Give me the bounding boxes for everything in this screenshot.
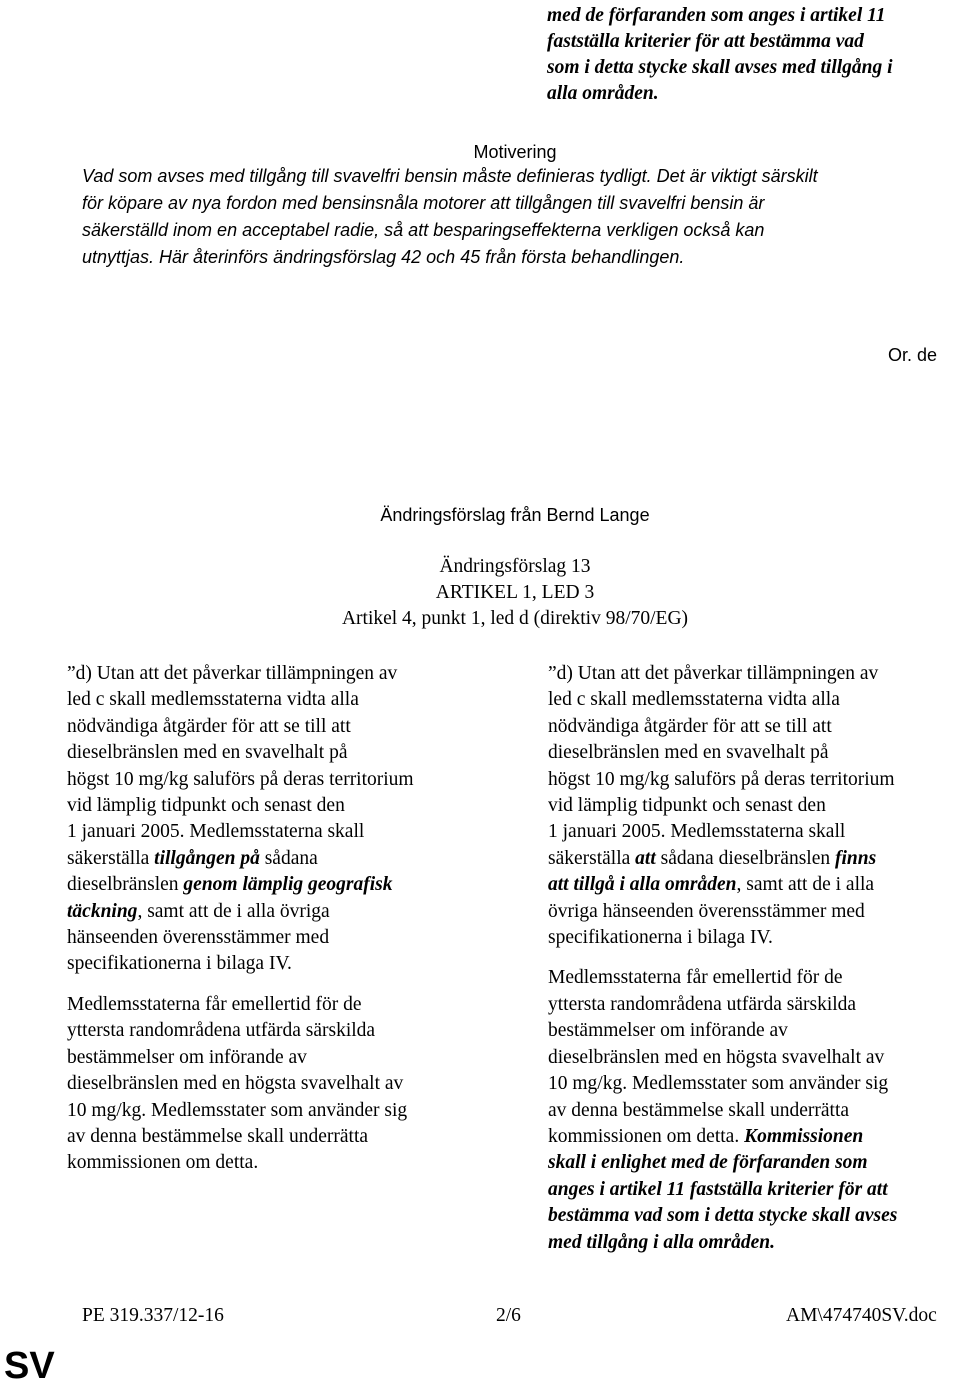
added-text: att bbox=[635, 847, 656, 869]
council-text-column bbox=[67, 661, 487, 1177]
amendment-author: Ändringsförslag från Bernd Lange bbox=[380, 505, 650, 525]
original-language-ref: Or. de bbox=[888, 345, 938, 365]
justification-heading: Motivering bbox=[473, 142, 557, 162]
text-segment: ”d) Utan att det påverkar tillämpningen av led c skall medlemsstaterna vidta alla nödvändiga åtgärder för att se till att dieselbränslen med en svavelhalt på högst 10 mg/kg saluförs på deras territorium vid lämplig tidpunkt och senast den 1 januari 2005. Medlemsstaterna skall säkerställa bbox=[67, 663, 414, 869]
text-segment: sådana dieselbränslen bbox=[67, 847, 318, 896]
amendment-paragraph-2 bbox=[548, 965, 960, 1255]
added-text: Kommissionen skall i enlighet med de förfaranden som anges i artikel 11 fastställa kriterier för att bestämma vad som i detta stycke skall avses med tillgång i alla områden. bbox=[548, 1125, 898, 1253]
justification-body: Vad som avses med tillgång till svavelfri bensin måste definieras tydligt. Det är viktigt särskilt för köpare av nya fordon med bensinsnåla motorer att tillgången till svavelfri bensin är säkerställd inom en acceptabel radie, så att besparingseffekterna verkligen också kan utnyttjas. Här återinförs ändringsförslag 42 och 45 från första behandlingen. bbox=[82, 166, 818, 267]
deleted-text: tillgången på bbox=[154, 847, 260, 869]
footer-page-number: 2/6 bbox=[496, 1305, 521, 1326]
text-segment: sådana dieselbränslen bbox=[655, 847, 835, 869]
deleted-text: genom lämplig geografisk täckning bbox=[67, 874, 393, 922]
amendment-number: Ändringsförslag 13 bbox=[439, 556, 591, 577]
footer-reference: PE 319.337/12-16 bbox=[82, 1305, 224, 1326]
text-segment: ”d) Utan att det påverkar tillämpningen av led c skall medlemsstaterna vidta alla nödvändiga åtgärder för att se till att dieselbränslen med en svavelhalt på högst 10 mg/kg saluförs på deras territorium vid lämplig tidpunkt och senast den 1 januari 2005. Medlemsstaterna skall säkerställa bbox=[548, 663, 895, 869]
amendment-target: Artikel 4, punkt 1, led d (direktiv 98/70/EG) bbox=[341, 608, 689, 629]
council-paragraph-2: Medlemsstaterna får emellertid för de yttersta randområdena utfärda särskilda bestämmelser om införande av dieselbränslen med en högsta svavelhalt av 10 mg/kg. Medlemsstater som använder sig av denna bestämmelse skall underrätta kommissionen om detta. bbox=[67, 993, 408, 1174]
amendment-paragraph-1 bbox=[548, 661, 960, 951]
council-paragraph-1 bbox=[67, 661, 487, 978]
top-continuation-text: med de förfaranden som anges i artikel 11 fastställa kriterier för att bestämma vad som i detta stycke skall avses med tillgång i alla områden. bbox=[547, 5, 893, 104]
language-code: SV bbox=[4, 1345, 55, 1387]
added-text: finns att tillgå i alla områden bbox=[548, 847, 877, 896]
text-segment: , samt att de i alla övriga hänseenden överensstämmer med specifikationerna i bilaga IV. bbox=[67, 900, 330, 975]
text-segment: , samt att de i alla övriga hänseenden överensstämmer med specifikationerna i bilaga IV. bbox=[548, 874, 875, 949]
amendment-text-column bbox=[548, 661, 960, 1256]
text-segment: Medlemsstaterna får emellertid för de yttersta randområdena utfärda särskilda bestämmelser om införande av dieselbränslen med en högsta svavelhalt av 10 mg/kg. Medlemsstater som använder sig av denna bestämmelse skall underrätta kommissionen om detta. bbox=[548, 967, 889, 1147]
amendment-article: ARTIKEL 1, LED 3 bbox=[435, 582, 595, 603]
footer-document-name: AM\474740SV.doc bbox=[786, 1305, 937, 1326]
